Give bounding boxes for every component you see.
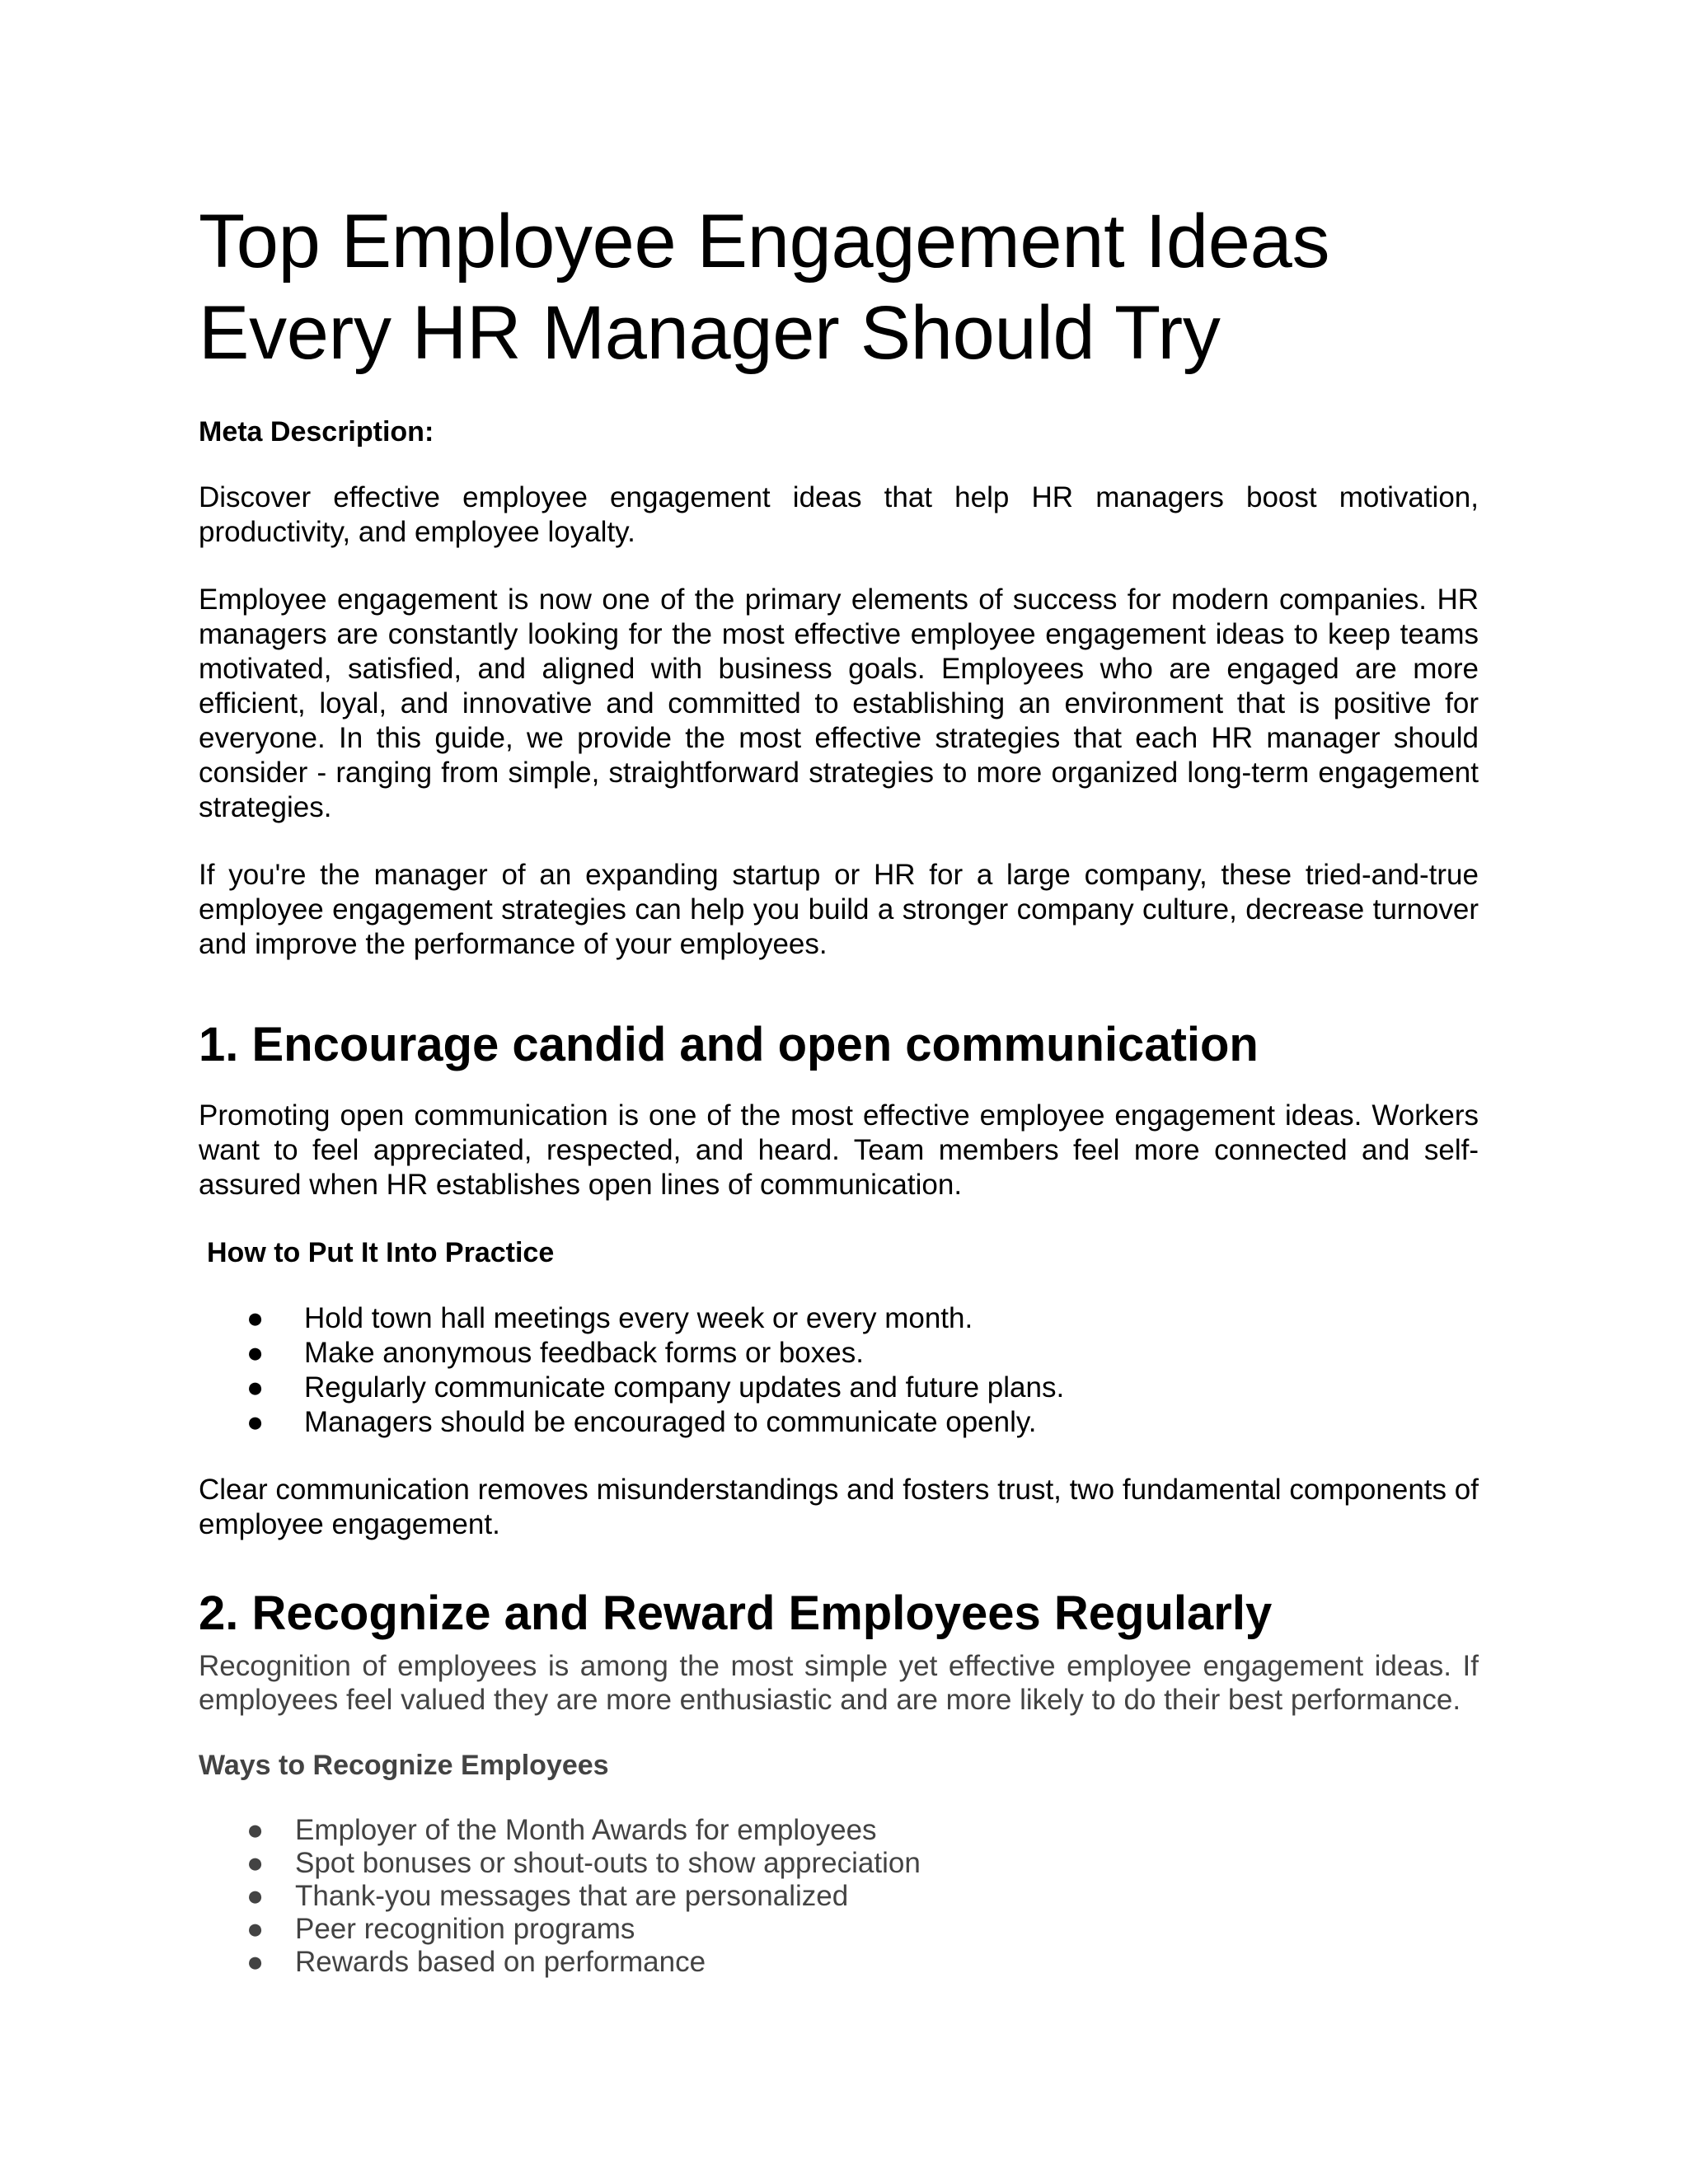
bullet-icon: ● [246,1337,265,1369]
list-item [199,1814,1479,1847]
list-item-text: Thank-you messages that are personalized [295,1880,849,1912]
section-paragraph: Promoting open communication is one of the most effective employee engagement ideas. Workers want to feel appreciated, respected, and heard. Team members feel more connected and self-assured when HR establishes open lines of communication. [199,1099,1479,1201]
bullet-icon: ● [246,1814,265,1846]
bullet-icon: ● [246,1946,265,1978]
section-open-communication [199,1016,1479,1542]
bullet-icon: ● [246,1913,265,1945]
list-item-text: Peer recognition programs [295,1913,635,1945]
document-body [199,196,1479,2012]
bullet-icon: ● [246,1406,265,1438]
section-recognize-reward [199,1585,1479,1979]
section-closing-paragraph: Clear communication removes misunderstandings and fosters trust, two fundamental components of employee engagement. [199,1474,1479,1540]
section-heading: 2. Recognize and Reward Employees Regularly [199,1586,1273,1640]
list-item [199,1880,1479,1913]
intro-paragraph: If you're the manager of an expanding startup or HR for a large company, these tried-and-true employee engagement strategies can help you build a stronger company culture, decrease turnover and improve the performance of your employees. [199,859,1479,960]
list-item-text: Make anonymous feedback forms or boxes. [304,1337,864,1369]
intro-paragraph: Employee engagement is now one of the primary elements of success for modern companies. HR managers are constantly looking for the most effective employee engagement ideas to keep teams motivated, satisfied, and aligned with business goals. Employees who are engaged are more efficient, loyal, and innovative and committed to establishing an environment that is positive for everyone. In this guide, we provide the most effective strategies that each HR manager should consider - ranging from simple, straightforward strategies to more organized long-term engagement strategies. [199,583,1479,823]
bullet-icon: ● [246,1847,265,1879]
list-item-text: Employer of the Month Awards for employees [295,1814,877,1846]
list-item [199,1301,1479,1336]
list-item-text: Spot bonuses or shout-outs to show appreciation [295,1847,921,1879]
bullet-icon: ● [246,1880,265,1912]
section-heading: 1. Encourage candid and open communication [199,1018,1259,1071]
page-title: Top Employee Engagement Ideas Every HR Manager Should Try [199,199,1330,375]
section-paragraph: Recognition of employees is among the most simple yet effective employee engagement ideas. If employees feel valued they are more enthusiastic and are more likely to do their best performance. [199,1650,1479,1716]
bullet-icon: ● [246,1302,265,1334]
section-subheading: Ways to Recognize Employees [199,1750,609,1781]
meta-description-text: Discover effective employee engagement ideas that help HR managers boost motivation, productivity, and employee loyalty. [199,481,1479,548]
list-item [199,1847,1479,1880]
practice-list [199,1301,1479,1440]
list-item [199,1371,1479,1405]
bullet-icon: ● [246,1371,265,1404]
list-item-text: Regularly communicate company updates and future plans. [304,1371,1065,1404]
section-subheading: How to Put It Into Practice [207,1237,555,1268]
list-item-text: Rewards based on performance [295,1946,706,1978]
list-item [199,1946,1479,1979]
list-item-text: Managers should be encouraged to communicate openly. [304,1406,1037,1438]
list-item [199,1913,1479,1946]
list-item [199,1405,1479,1440]
meta-description-label: Meta Description: [199,416,434,448]
list-item-text: Hold town hall meetings every week or every month. [304,1302,973,1334]
list-item [199,1336,1479,1371]
recognition-list [199,1814,1479,1979]
